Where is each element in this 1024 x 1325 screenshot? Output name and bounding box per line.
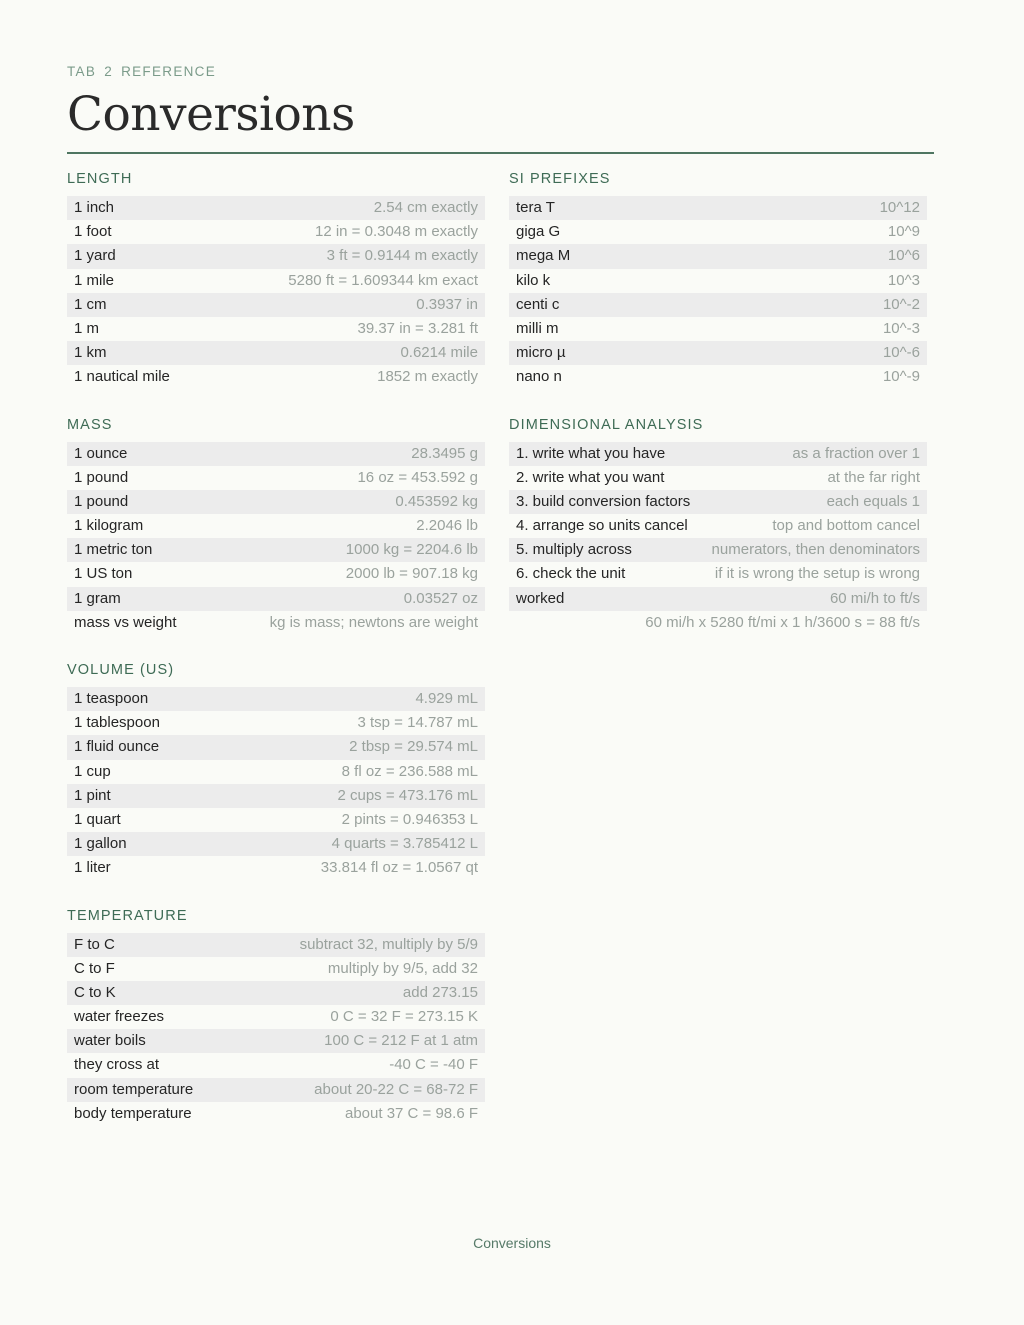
row-value: 2000 lb = 907.18 kg <box>345 565 478 583</box>
right-column <box>509 170 927 661</box>
conversion-table <box>67 687 485 881</box>
row-label: 1 inch <box>74 199 115 216</box>
table-row <box>509 587 927 611</box>
worked-example-calculation: 60 mi/h x 5280 ft/mi x 1 h/3600 s = 88 ft/s <box>645 613 920 631</box>
row-value: 10^-3 <box>882 319 920 337</box>
row-value: 0.453592 kg <box>395 492 478 510</box>
table-row <box>67 1078 485 1102</box>
table-row <box>509 341 927 365</box>
table-row <box>67 981 485 1005</box>
row-value: 33.814 fl oz = 1.0567 qt <box>320 859 478 877</box>
row-label: 1 liter <box>74 859 111 877</box>
section-heading: DIMENSIONAL ANALYSIS <box>509 416 704 433</box>
row-label: 1 fluid ounce <box>74 738 160 756</box>
table-row <box>509 365 927 389</box>
section-length <box>67 170 485 390</box>
section-heading: LENGTH <box>67 171 133 187</box>
table-row <box>509 514 927 538</box>
row-label: 1 cm <box>74 295 107 313</box>
table-row <box>509 466 927 490</box>
row-label: 1 gallon <box>74 835 127 853</box>
row-label: 6. check the unit <box>516 565 626 583</box>
row-label: micro µ <box>516 344 566 362</box>
table-row <box>67 1005 485 1029</box>
section-si-prefixes <box>509 170 927 390</box>
row-label: kilo k <box>516 271 551 289</box>
row-value: 0 C = 32 F = 273.15 K <box>330 1008 478 1026</box>
table-row <box>67 466 485 490</box>
row-label: 1 pound <box>74 468 129 486</box>
table-row <box>67 196 485 220</box>
row-value: 10^12 <box>879 199 920 216</box>
row-value: 2 tbsp = 29.574 mL <box>349 738 478 756</box>
row-label: C to F <box>74 959 115 977</box>
row-label: 1 teaspoon <box>74 690 149 707</box>
table-row <box>67 490 485 514</box>
row-label: mass vs weight <box>74 613 177 631</box>
table-row <box>509 562 927 586</box>
row-value: multiply by 9/5, add 32 <box>327 959 478 977</box>
row-value: 100 C = 212 F at 1 atm <box>324 1032 478 1050</box>
row-value: 8 fl oz = 236.588 mL <box>341 762 478 780</box>
section-heading: MASS <box>67 416 113 433</box>
section-dimensional-analysis <box>509 416 927 636</box>
row-value: 10^-6 <box>882 344 920 362</box>
table-row <box>509 244 927 268</box>
conversion-table <box>509 442 927 636</box>
row-label: 2. write what you want <box>516 468 665 486</box>
row-label: they cross at <box>74 1056 160 1074</box>
row-value: 4 quarts = 3.785412 L <box>331 835 478 853</box>
row-value: each equals 1 <box>826 492 920 510</box>
table-row <box>509 442 927 466</box>
table-row <box>67 293 485 317</box>
table-row <box>67 1053 485 1077</box>
row-value: numerators, then denominators <box>711 541 920 559</box>
table-row <box>67 442 485 466</box>
row-label: tera T <box>516 199 555 216</box>
row-value: 1000 kg = 2204.6 lb <box>345 541 478 559</box>
row-label: 1 foot <box>74 223 112 241</box>
row-value: add 273.15 <box>402 983 478 1001</box>
left-column <box>67 170 485 1152</box>
row-label: body temperature <box>74 1104 192 1122</box>
row-value: about 37 C = 98.6 F <box>344 1104 478 1122</box>
row-value: at the far right <box>827 468 920 486</box>
section-heading: VOLUME (US) <box>67 662 175 678</box>
table-row <box>509 220 927 244</box>
row-label: 1 cup <box>74 762 111 780</box>
row-label: 1 nautical mile <box>74 368 170 386</box>
table-row <box>67 365 485 389</box>
row-label: 1. write what you have <box>516 444 666 462</box>
table-row <box>67 1102 485 1126</box>
row-value: 1852 m exactly <box>377 368 478 386</box>
row-label: 5. multiply across <box>516 541 632 559</box>
table-row <box>67 760 485 784</box>
page-eyebrow: TAB 2 REFERENCE <box>67 64 217 79</box>
row-label: 1 ounce <box>74 444 128 462</box>
table-row <box>509 490 927 514</box>
row-value: 2 cups = 473.176 mL <box>337 786 478 804</box>
section-volume <box>67 661 485 881</box>
row-label: nano n <box>516 368 562 386</box>
table-row <box>67 832 485 856</box>
row-value: about 20-22 C = 68-72 F <box>314 1080 478 1098</box>
table-row <box>67 562 485 586</box>
row-label: water freezes <box>74 1008 165 1026</box>
row-value: 10^-2 <box>882 295 920 313</box>
row-label: C to K <box>74 983 116 1001</box>
row-label: 1 yard <box>74 247 116 265</box>
row-value: 2.2046 lb <box>416 517 478 535</box>
row-value: 10^-9 <box>882 368 920 386</box>
row-label: 1 gram <box>74 589 121 607</box>
table-row <box>67 611 485 635</box>
row-label: giga G <box>516 223 561 241</box>
table-row <box>67 784 485 808</box>
row-value: 4.929 mL <box>415 690 478 707</box>
section-temperature <box>67 907 485 1127</box>
row-label: 1 kilogram <box>74 517 144 535</box>
row-label: water boils <box>74 1032 146 1050</box>
row-label: 1 pint <box>74 786 111 804</box>
row-value: 5280 ft = 1.609344 km exact <box>288 271 478 289</box>
row-value: 2.54 cm exactly <box>373 199 478 216</box>
row-value: 0.6214 mile <box>400 344 478 362</box>
row-value: 60 mi/h to ft/s <box>829 589 920 607</box>
title-divider <box>67 152 934 154</box>
row-value: 28.3495 g <box>411 444 478 462</box>
table-row <box>67 317 485 341</box>
row-value: 10^9 <box>887 223 920 241</box>
section-heading: SI PREFIXES <box>509 171 611 187</box>
row-value: if it is wrong the setup is wrong <box>714 565 920 583</box>
table-row <box>67 538 485 562</box>
row-label: F to C <box>74 935 115 953</box>
row-label: 1 mile <box>74 271 115 289</box>
row-label: 1 quart <box>74 810 121 828</box>
row-value: 2 pints = 0.946353 L <box>341 810 478 828</box>
table-row <box>67 514 485 538</box>
row-label: 4. arrange so units cancel <box>516 517 688 535</box>
row-label: worked <box>516 589 565 607</box>
table-row <box>67 735 485 759</box>
table-row <box>67 220 485 244</box>
row-label: 1 km <box>74 344 107 362</box>
row-label: 1 metric ton <box>74 541 153 559</box>
table-row <box>67 587 485 611</box>
table-row <box>509 538 927 562</box>
row-value: 0.3937 in <box>416 295 478 313</box>
row-value: top and bottom cancel <box>772 517 920 535</box>
page-title: Conversions <box>67 87 355 142</box>
row-value: 12 in = 0.3048 m exactly <box>314 223 478 241</box>
page-header <box>67 64 934 143</box>
row-value: 3 tsp = 14.787 mL <box>357 714 478 732</box>
row-value: 10^3 <box>887 271 920 289</box>
row-value: 39.37 in = 3.281 ft <box>357 319 478 337</box>
table-row <box>67 341 485 365</box>
table-row <box>509 196 927 220</box>
worked-example-row <box>509 611 927 635</box>
table-row <box>67 711 485 735</box>
row-label: milli m <box>516 319 559 337</box>
row-label: 1 tablespoon <box>74 714 160 732</box>
row-value: subtract 32, multiply by 5/9 <box>299 935 478 953</box>
table-row <box>67 957 485 981</box>
conversion-table <box>67 933 485 1127</box>
table-row <box>67 687 485 711</box>
row-value: kg is mass; newtons are weight <box>269 613 478 631</box>
row-label: room temperature <box>74 1080 194 1098</box>
row-label: 1 m <box>74 319 100 337</box>
conversion-table <box>67 196 485 390</box>
table-row <box>67 269 485 293</box>
row-value: 0.03527 oz <box>403 589 478 607</box>
section-mass <box>67 416 485 636</box>
row-label: centi c <box>516 295 560 313</box>
table-row <box>509 269 927 293</box>
row-label: 3. build conversion factors <box>516 492 691 510</box>
row-value: 16 oz = 453.592 g <box>357 468 478 486</box>
row-value: 3 ft = 0.9144 m exactly <box>326 247 478 265</box>
row-label: 1 pound <box>74 492 129 510</box>
table-row <box>509 293 927 317</box>
page-footer: Conversions <box>473 1235 551 1251</box>
table-row <box>67 1029 485 1053</box>
table-row <box>509 317 927 341</box>
row-value: as a fraction over 1 <box>792 444 920 462</box>
row-value: 10^6 <box>887 247 920 265</box>
row-value: -40 C = -40 F <box>389 1056 478 1074</box>
section-heading: TEMPERATURE <box>67 907 188 924</box>
conversion-table <box>67 442 485 636</box>
conversion-table <box>509 196 927 390</box>
table-row <box>67 933 485 957</box>
table-row <box>67 856 485 880</box>
table-row <box>67 808 485 832</box>
table-row <box>67 244 485 268</box>
row-label: 1 US ton <box>74 565 133 583</box>
row-label: mega M <box>516 247 571 265</box>
